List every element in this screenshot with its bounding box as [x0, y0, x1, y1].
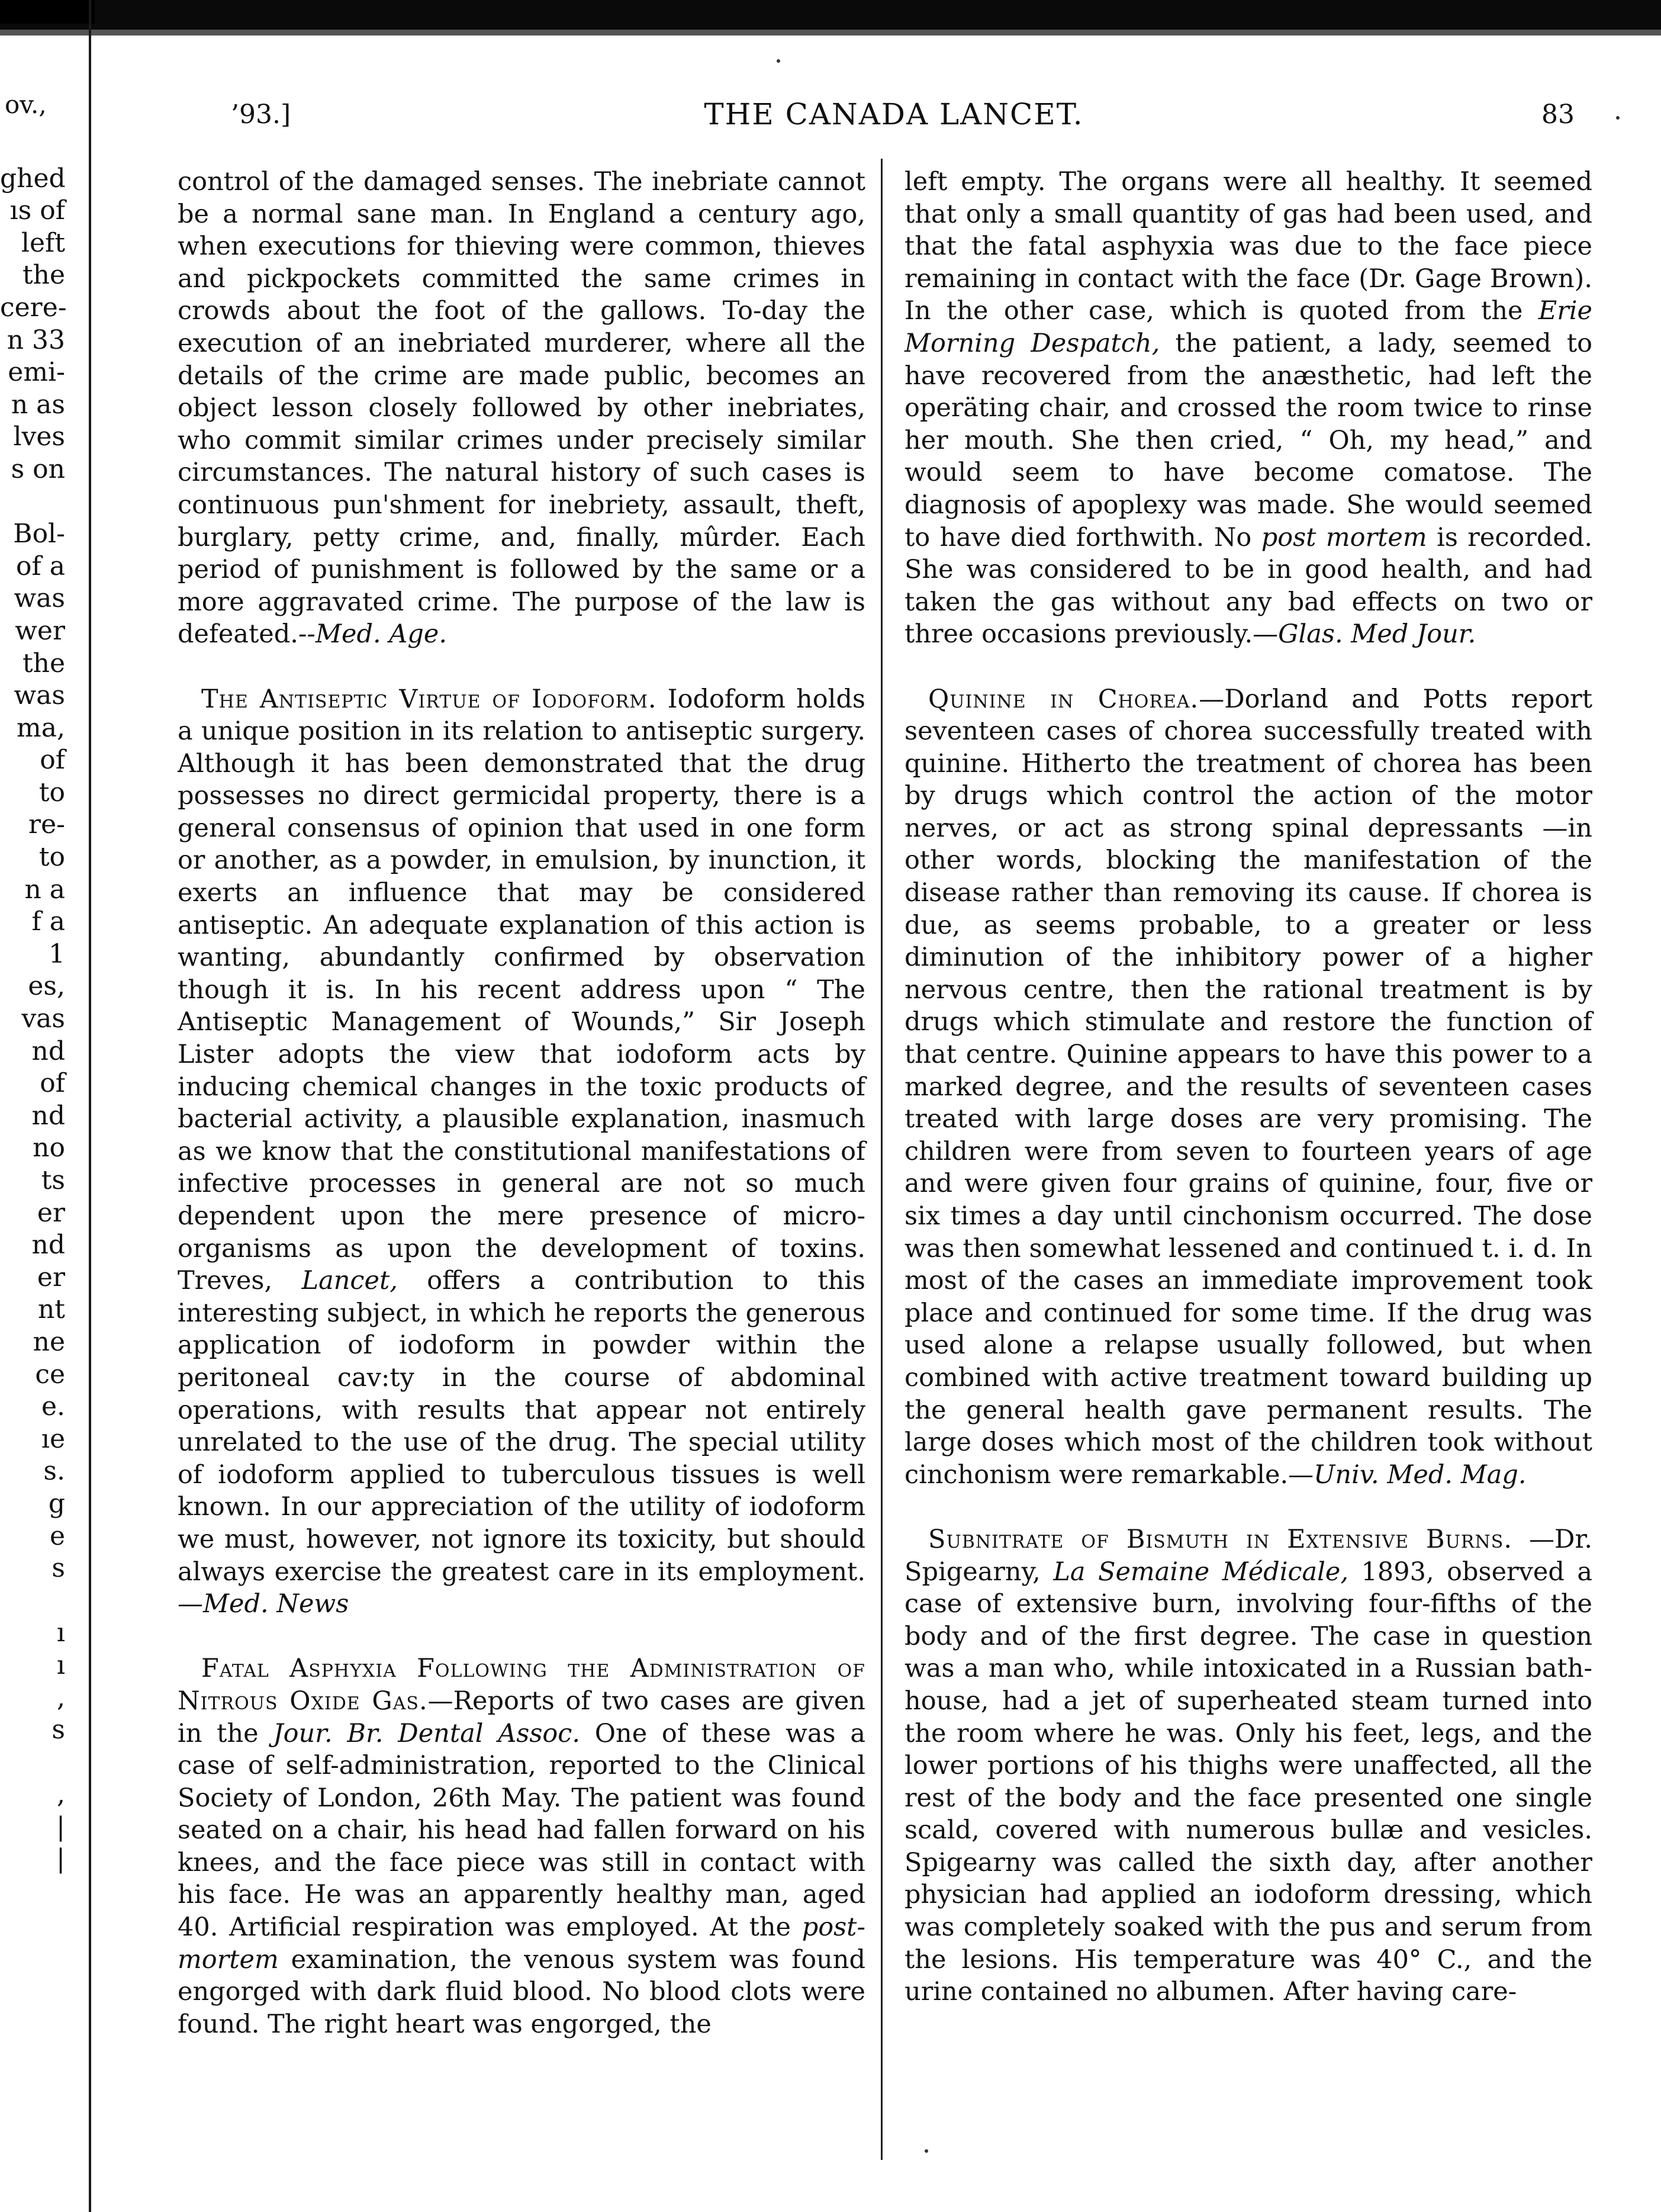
bleed-line: the: [22, 648, 65, 679]
article-bismuth-burns: Subnitrate of Bismuth in Extensive Burns. —Dr. Spigearny, La Semaine Médicale, 1893, observed a case of extensive burn, involving four-fifths of the body and of the first degree. The case in question was a man who, while intoxicated in a Russian bath-house, had a jet of superheated steam turned into the room where he was. Only his feet, legs, and the lower portions of his thighs were unaffected, all the rest of the body and the face presented one single scald, covered with numerous bullæ and vesicles. Spigearny was called the sixth day, after another physician had applied an iodoform dressing, which was completely soaked with the pus and serum from the lesions. His temperature was 40° C., and the urine contained no albumen. After having care-: [904, 1524, 1592, 2007]
bleed-line: lves: [13, 422, 65, 452]
article-fatal-asphyxia: Fatal Asphyxia Following the Administration of Nitrous Oxide Gas.—Reports of two cases are given in the Jour. Br. Dental Assoc. One of these was a case of self-administration, reported to the Clinical Society of London, 26th May. The patient was found seated on a chair, his head had fallen forward on his knees, and the face piece was still in contact with his face. He was an apparently healthy man, aged 40. Artificial respiration was employed. At the post-mortem examination, the venous system was found engorged with dark fluid blood. No blood clots were found. The right heart was engorged, the: [178, 1654, 865, 2039]
scan-speck: [777, 59, 780, 63]
page-number: 83: [1541, 99, 1575, 130]
bleed-line: ,: [57, 1779, 65, 1810]
scan-top-border: [0, 0, 1661, 30]
journal-title: THE CANADA LANCET.: [704, 97, 1084, 131]
bleed-line: of: [40, 1068, 65, 1099]
bleed-head: ov.,: [5, 90, 47, 119]
bleed-line: s.: [43, 1456, 65, 1487]
bleed-line: vas: [21, 1004, 65, 1034]
bleed-line: ne: [33, 1326, 65, 1357]
bleed-line: nd: [31, 1100, 65, 1131]
bleed-line: no: [33, 1133, 65, 1163]
bleed-line: ma,: [17, 712, 65, 743]
bleed-line: e: [49, 1520, 65, 1551]
bleed-line: ı: [56, 1650, 65, 1680]
running-header: [213, 95, 1575, 142]
bleed-line: ts: [41, 1165, 65, 1195]
scan-top-shadow: [0, 30, 1661, 36]
bleed-line: nt: [37, 1294, 65, 1325]
scan-speck: [1616, 116, 1620, 120]
source-univ: —Univ. Med. Mag.: [1288, 1459, 1527, 1490]
scan-speck: [925, 2149, 928, 2153]
bleed-line: n 33: [7, 324, 65, 355]
bleed-line: wer: [15, 615, 65, 646]
bleed-line: ghed: [0, 163, 66, 194]
bleed-line: of a: [16, 551, 65, 581]
bleed-line: e.: [41, 1391, 65, 1422]
bleed-line: re-: [28, 809, 65, 840]
bleed-line: s: [51, 1553, 65, 1584]
article-title: Quinine in Chorea.: [928, 684, 1199, 714]
bleed-line: g: [48, 1488, 65, 1519]
bleed-line: 1: [49, 938, 65, 969]
bleed-line: nd: [31, 1036, 65, 1066]
bleed-line: |: [56, 1811, 65, 1842]
bleed-line: ı: [56, 1618, 65, 1648]
facing-page-edge: [89, 0, 91, 2212]
bleed-line: es,: [28, 971, 65, 1002]
bleed-line: to: [38, 842, 65, 873]
source-med-age: --Med. Age.: [298, 619, 447, 650]
bleed-line: |: [56, 1844, 65, 1875]
bleed-line: s on: [11, 454, 65, 484]
bleed-line: nd: [31, 1230, 65, 1261]
bleed-line: Bol-: [13, 519, 65, 549]
article-title: Fatal Asphyxia Following the Administration of Nitrous Oxide Gas.: [178, 1654, 865, 1716]
bleed-line: [0, 1747, 65, 1779]
header-date: ’93.]: [231, 99, 291, 130]
bleed-line: emi-: [8, 357, 65, 388]
bleed-line: ıs of: [9, 195, 65, 226]
scan-corner: [0, 0, 95, 24]
bleed-line: [0, 1585, 65, 1618]
bleed-line: n a: [24, 874, 65, 905]
bleed-line: of: [40, 745, 65, 776]
bleed-lines: [0, 163, 67, 1875]
bleed-line: [0, 486, 65, 519]
bleed-line: ,: [57, 1682, 65, 1713]
article-title: Subnitrate of Bismuth in Extensive Burns.: [928, 1524, 1512, 1554]
article-inebriety-end: control of the damaged senses. The inebriate cannot be a normal sane man. In England a century ago, when executions for thieving were common, thieves and pickpockets committed the same crimes in crowds about the foot of the gallows. To-day the execution of an inebriated murderer, where all the details of the crime are made public, becomes an object lesson closely followed by other inebriates, who commit similar crimes under precisely similar circumstances. The natural history of such cases is continuous pun'shment for inebriety, assault, theft, burglary, petty crime, and, finally, mûrder. Each period of punishment is followed by the same or a more aggravated crime. The purpose of the law is defeated.--Med. Age.: [178, 167, 865, 650]
right-column: [904, 166, 1592, 2008]
source-med-news: —Med. News: [178, 1589, 349, 1619]
bleed-line: n as: [11, 389, 65, 420]
bleed-line: s: [51, 1715, 65, 1745]
source-glas: —Glas. Med Jour.: [1253, 619, 1476, 650]
bleed-line: the: [22, 260, 65, 291]
bleed-line: ıe: [41, 1423, 65, 1454]
article-quinine-chorea: Quinine in Chorea.—Dorland and Potts report seventeen cases of chorea successfully treated with quinine. Hitherto the treatment of chorea has been by drugs which control the action of the motor nerves, or act as strong spinal depressants —in other words, blocking the manifestation of the disease rather than removing its cause. If chorea is due, as seems probable, to a greater or less diminution of the inhibitory power of a higher nervous centre, then the rational treatment is by drugs which stimulate and restore the function of that centre. Quinine appears to have this power to a marked degree, and the results of seventeen cases treated with large doses are very promising. The children were from seven to fourteen years of age and were given four grains of quinine, four, five or six times a day until cinchonism occurred. The dose was then somewhat lessened and continued t. i. d. In most of the cases an immediate improvement took place and continued for some time. If the drug was used alone a relapse usually followed, but when combined with active treatment toward building up the general health gave permanent results. The large doses which most of the children took without cinchonism were remarkable.—Univ. Med. Mag.: [904, 684, 1592, 1490]
article-iodoform: The Antiseptic Virtue of Iodoform. Iodoform holds a unique position in its relation to antiseptic surgery. Although it has been demonstrated that the drug possesses no direct germicidal property, there is a general consensus of opinion that used in one form or another, as a powder, in emulsion, by inunction, it exerts an influence that may be considered antiseptic. An adequate explanation of this action is wanting, abundantly confirmed by observation though it is. In his recent address upon “ The Antiseptic Management of Wounds,” Sir Joseph Lister adopts the view that iodoform acts by inducing chemical changes in the toxic products of bacterial activity, a plausible explanation, inasmuch as we know that the constitutional manifestations of infective processes in general are not so much dependent upon the mere presence of micro-organisms as upon the development of toxins. Treves, Lancet, offers a contribution to this interesting subject, in which he reports the generous application of iodoform in powder within the peritoneal cav:ty in the course of abdominal operations, with results that appear not entirely unrelated to the use of the drug. The special utility of iodoform applied to tuberculous tissues is well known. In our appreciation of the utility of iodoform we must, however, not ignore its toxicity, but should always exercise the greatest care in its employment.—Med. News: [178, 684, 865, 1619]
facing-page-bleed: [0, 89, 67, 1875]
bleed-line: ce: [35, 1359, 65, 1390]
article-asphyxia-cont: left empty. The organs were all healthy. It seemed that only a small quantity of gas had been used, and that the fatal asphyxia was due to the face piece remaining in contact with the face (Dr. Gage Brown). In the other case, which is quoted from the Erie Morning Despatch, the patient, a lady, seemed to have recovered from the anæsthetic, had left the operäting chair, and crossed the room twice to rinse her mouth. She then cried, “ Oh, my head,” and would seem to have become comatose. The diagnosis of apoplexy was made. She would seemed to have died forthwith. No post mortem is recorded. She was considered to be in good health, and had taken the gas without any bad effects on two or three occasions previously.—Glas. Med Jour.: [904, 167, 1593, 650]
left-column: [178, 166, 865, 2040]
bleed-line: left: [21, 227, 65, 258]
bleed-line: f a: [31, 906, 65, 937]
bleed-line: er: [37, 1262, 65, 1293]
column-rule: [881, 159, 883, 2160]
bleed-line: cere-: [0, 292, 67, 323]
bleed-line: was: [14, 583, 65, 614]
bleed-line: was: [14, 680, 65, 711]
article-title: The Antiseptic Virtue of Iodoform.: [201, 684, 657, 714]
bleed-line: to: [38, 777, 65, 808]
bleed-line: er: [37, 1197, 65, 1228]
